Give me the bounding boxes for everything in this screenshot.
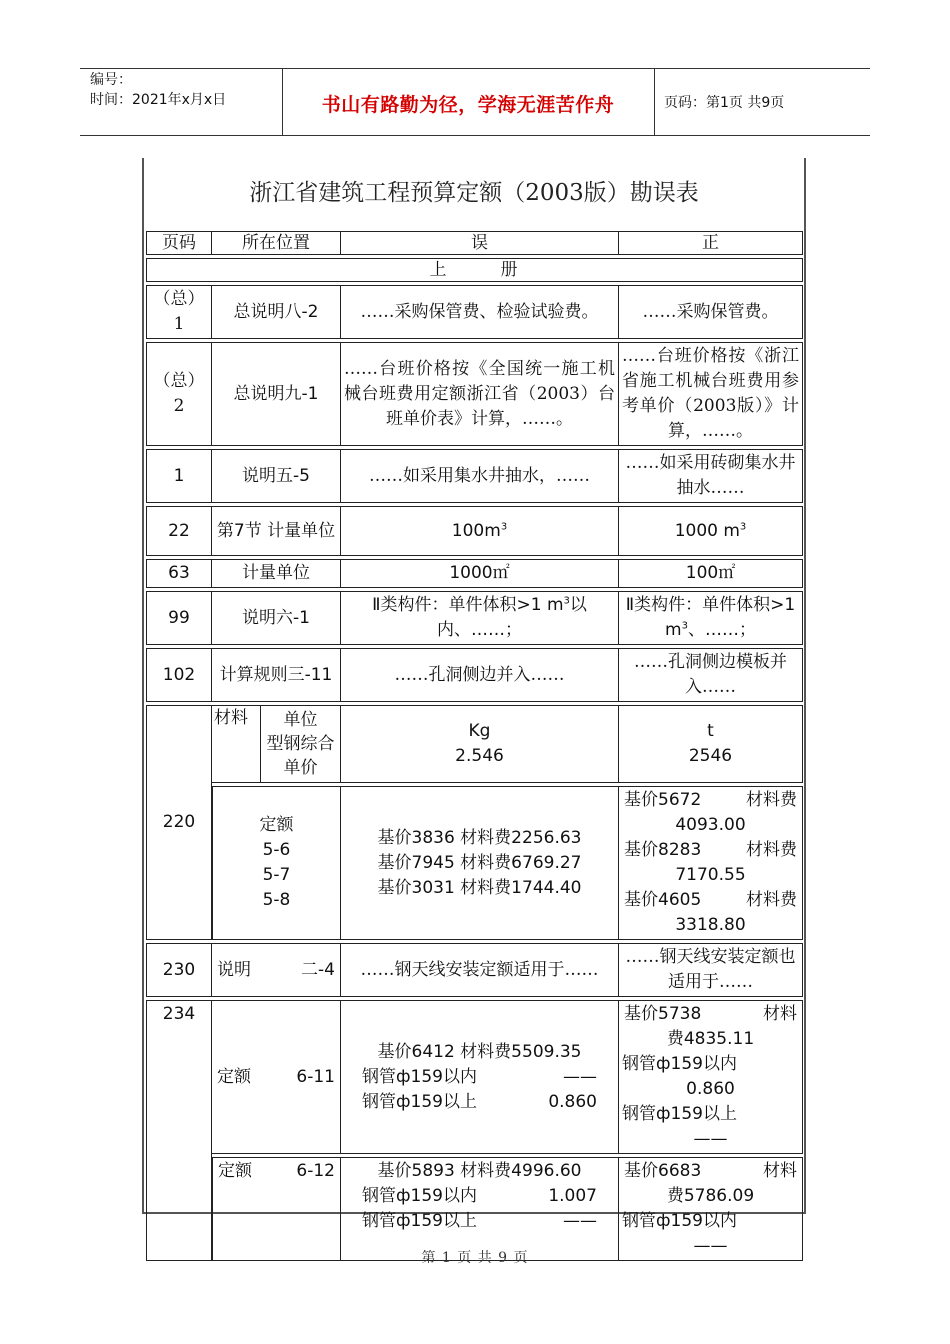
cell-wrong: ……台班价格按《全国统一施工机械台班费用定额浙江省（2003）台班单价表》计算，……。 (341, 342, 619, 446)
cell-page: 220 (146, 705, 212, 940)
cell-correct: 基价6683 材料 费5786.09 钢管ф159以内 —— (619, 1157, 803, 1261)
material-label: 材料 (212, 706, 261, 782)
header-divider (654, 68, 655, 135)
cell-page: 22 (146, 506, 212, 556)
table-row (146, 342, 803, 446)
cell-location: 说明 二-4 (212, 943, 341, 997)
cell-page: 102 (146, 648, 212, 702)
cell-wrong: $100m^3$ (341, 506, 619, 556)
col-header-page: 页码 (146, 231, 212, 255)
cell-location-material (212, 705, 341, 783)
cell-page: 230 (146, 943, 212, 997)
cell-location: 总说明九-1 (212, 342, 341, 446)
section-label: 上 册 (146, 258, 803, 282)
header-bottom-rule (80, 135, 870, 136)
cell-location: 计量单位 (212, 559, 341, 588)
col-header-correct: 正 (619, 231, 803, 255)
table-row (146, 786, 803, 940)
serial-label: 编号： (90, 72, 132, 88)
cell-page: 99 (146, 591, 212, 645)
cell-page: （总） 2 (146, 342, 212, 446)
cell-location: 说明六-1 (212, 591, 341, 645)
table-row (146, 559, 803, 588)
header-motto: 书山有路勤为径，学海无涯苦作舟 (321, 94, 615, 116)
cell-wrong: 基价3836 材料费2256.63 基价7945 材料费6769.27 基价3031 材料费1744.40 (341, 786, 619, 940)
section-row (146, 258, 803, 282)
cell-wrong: Ⅱ类构件：单件体积>1 $m^3$以内、……； (341, 591, 619, 645)
cell-location-quota: 定额 5-6 5-7 5-8 (212, 786, 341, 940)
cell-correct: ……钢天线安装定额也适用于…… (619, 943, 803, 997)
cell-location-quota: 定额 6-11 (212, 1000, 341, 1154)
table-row (146, 449, 803, 503)
cell-location: 计算规则三-11 (212, 648, 341, 702)
cell-correct: ……采购保管费。 (619, 285, 803, 339)
header-top-rule (80, 68, 870, 69)
table-row (146, 648, 803, 702)
document-title: 浙江省建筑工程预算定额（2003版）勘误表 (249, 180, 699, 206)
col-header-wrong: 误 (341, 231, 619, 255)
page-footer: 第 1 页 共 9 页 (421, 1250, 529, 1266)
errata-table (146, 228, 803, 1264)
cell-correct: ……孔洞侧边模板并入…… (619, 648, 803, 702)
table-row (146, 1000, 803, 1154)
cell-location-quota: 定额 6-12 (212, 1157, 341, 1261)
cell-wrong: ……钢天线安装定额适用于…… (341, 943, 619, 997)
cell-page: 1 (146, 449, 212, 503)
header-divider (282, 68, 283, 135)
cell-page: 63 (146, 559, 212, 588)
table-row (146, 591, 803, 645)
cell-correct: t 2546 (619, 705, 803, 783)
table-row (146, 506, 803, 556)
table-row (146, 1157, 803, 1261)
cell-page: 234 (146, 1000, 212, 1261)
cell-wrong: Kg 2.546 (341, 705, 619, 783)
cell-correct: ……如采用砖砌集水井抽水…… (619, 449, 803, 503)
cell-correct: ……台班价格按《浙江省施工机械台班费用参考单价（2003版）》计算，……。 (619, 342, 803, 446)
table-header-row (146, 231, 803, 255)
cell-location: 说明五-5 (212, 449, 341, 503)
cell-location: 第7节 计量单位 (212, 506, 341, 556)
cell-wrong: 基价6412 材料费5509.35 钢管ф159以内 —— 钢管ф159以上 0.860 (341, 1000, 619, 1154)
header-meta (90, 70, 226, 110)
time-label: 时间：2021年x月x日 (90, 92, 227, 108)
cell-wrong: ……采购保管费、检验试验费。 (341, 285, 619, 339)
cell-correct: 基价5672 材料费 4093.00 基价8283 材料费 7170.55 基价4605 材料费 3318.80 (619, 786, 803, 940)
table-row (146, 285, 803, 339)
table-row (146, 705, 803, 783)
cell-correct: Ⅱ类构件：单件体积>1 $m^3$、……； (619, 591, 803, 645)
table-row (146, 943, 803, 997)
cell-wrong: 基价5893 材料费4996.60 钢管ф159以内 1.007 钢管ф159以上 —— (341, 1157, 619, 1261)
cell-wrong: ……如采用集水井抽水，…… (341, 449, 619, 503)
cell-page: （总） 1 (146, 285, 212, 339)
material-unit-item: 单位 型钢综合单价 (266, 710, 335, 778)
cell-location: 总说明八-2 (212, 285, 341, 339)
col-header-location: 所在位置 (212, 231, 341, 255)
cell-correct: 1000 $m^3$ (619, 506, 803, 556)
cell-wrong: ……孔洞侧边并入…… (341, 648, 619, 702)
cell-correct: 100㎡ (619, 559, 803, 588)
header-page-info: 页码：第1页 共9页 (664, 95, 785, 111)
cell-correct: 基价5738 材料 费4835.11 钢管ф159以内 0.860 钢管ф159以上 —— (619, 1000, 803, 1154)
cell-wrong: 1000㎡ (341, 559, 619, 588)
